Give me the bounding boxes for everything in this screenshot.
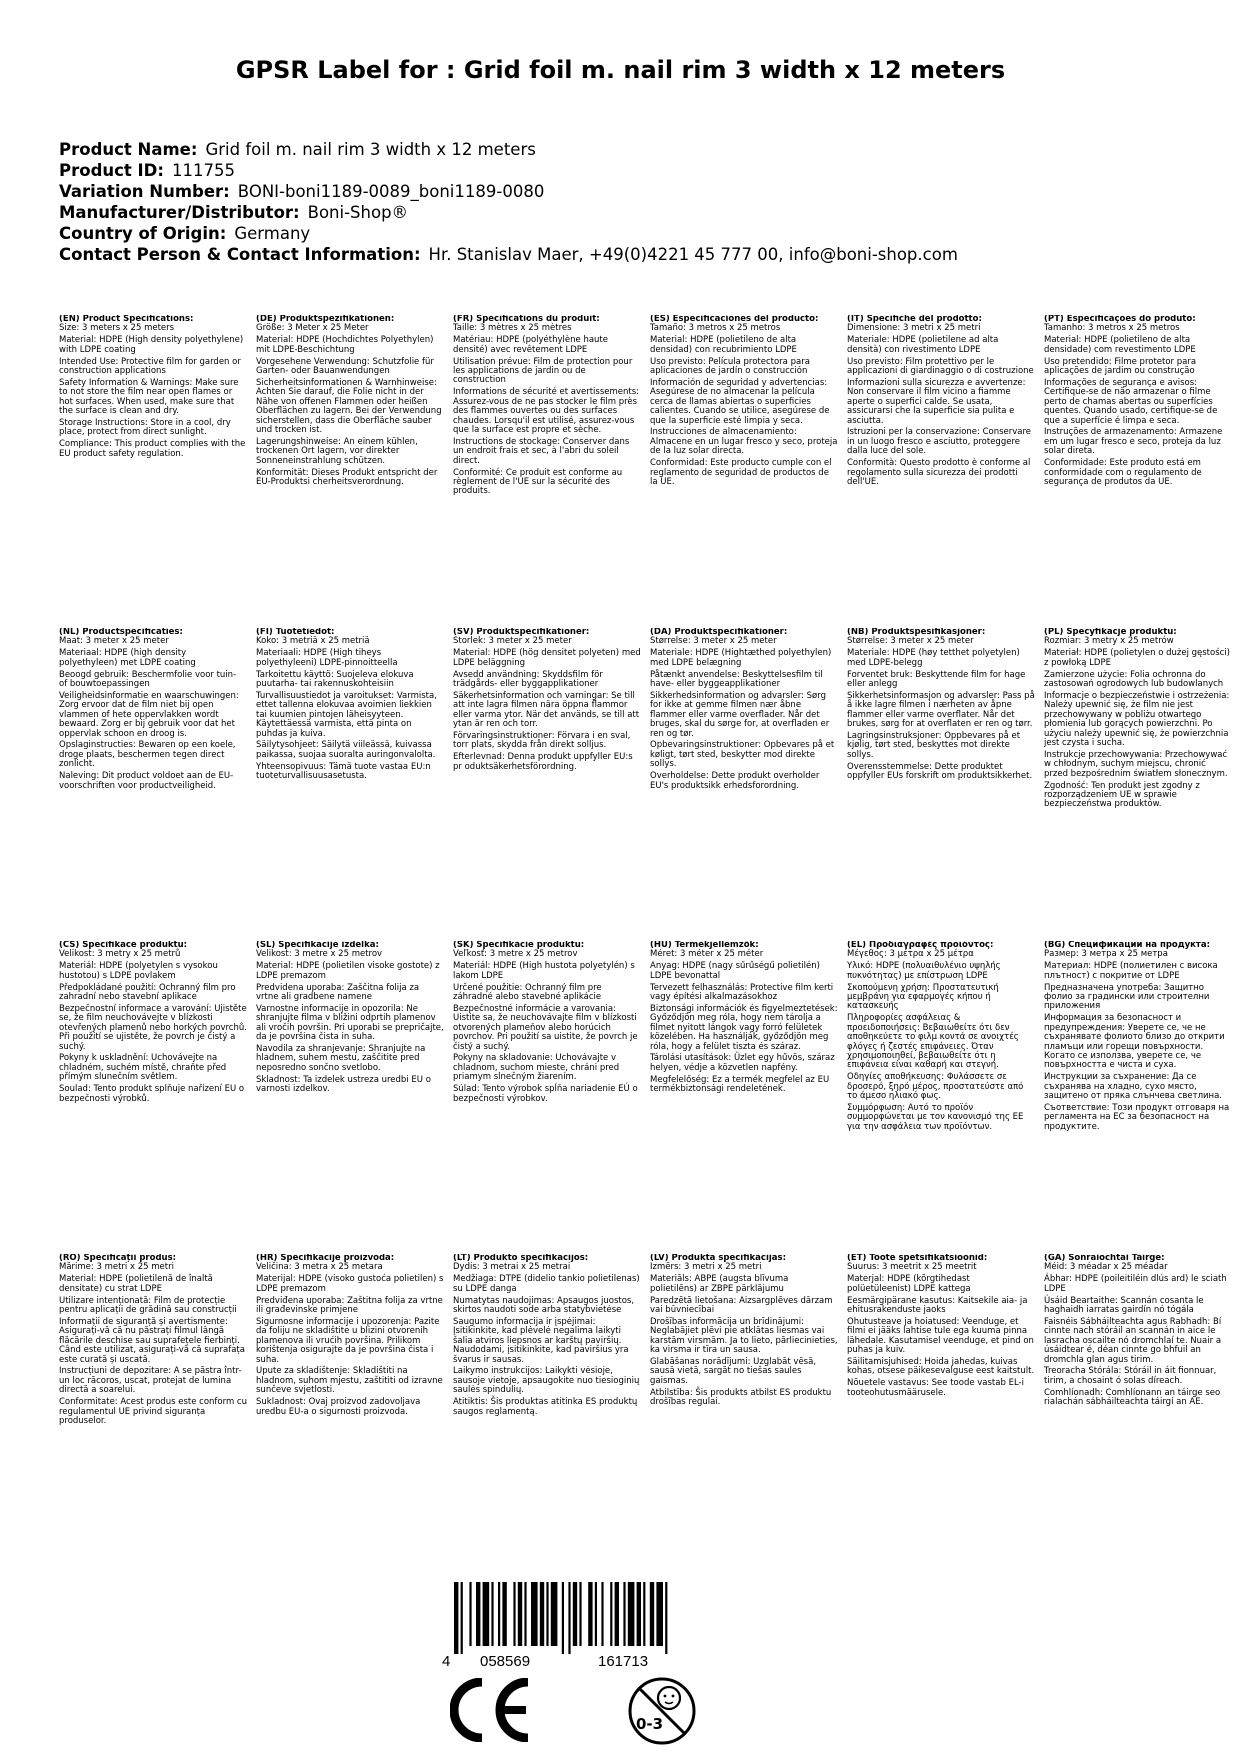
product-info-row [59, 160, 958, 181]
spec-line: Compliance: This product complies with the EU product safety regulation. [59, 439, 246, 459]
spec-line: Glabāšanas norādījumi: Uzglabāt vēsā, sausā vietā, sargāt no tiešas saules gaismas. [650, 1357, 817, 1386]
spec-block [650, 1254, 838, 1567]
spec-line: Materiał: HDPE (polietylen o dużej gęstości) z powłoką LDPE [1044, 648, 1230, 668]
product-info-value: Boni-Shop® [307, 203, 409, 222]
spec-line: Tarkoitettu käyttö: Suojeleva elokuva puutarha- tai rakennuskohteisiin [256, 669, 414, 690]
barcode-bar [595, 1582, 597, 1646]
product-info-label: Product Name: [59, 140, 198, 159]
barcode-bar [498, 1582, 500, 1646]
spec-heading: (HR) Specifikacije proizvoda: [256, 1254, 395, 1263]
product-info-row [59, 181, 958, 202]
spec-block [453, 1254, 641, 1567]
spec-line: Conformité: Ce produit est conforme au règlement de l'UE sur la sécurité des produits. [453, 467, 623, 497]
barcode-bar [551, 1582, 558, 1646]
age-warning-label: 0-3 [636, 1715, 664, 1733]
spec-line: Tamanho: 3 metros x 25 metros [1044, 323, 1180, 334]
product-info-row [59, 202, 958, 223]
spec-line: Nõuetele vastavus: See toode vastab EL-i tooteohutusmäärusele. [847, 1378, 1024, 1398]
spec-line: Säkerhetsinformation och varningar: Se till att inte lagra filmen nära öppna flammor eller varma ytor. När det används, se till att ytan är ren och torr. [453, 690, 640, 730]
spec-line: Yhteensopivuus: Tämä tuote vastaa EU:n tuoteturvallisuusasetusta. [256, 761, 431, 782]
barcode-bar [665, 1582, 667, 1654]
spec-line: Materiál: HDPE (High hustota polyetylén) s lakom LDPE [453, 961, 635, 981]
spec-line: Conformidad: Este producto cumple con el reglamento de seguridad de productos de la UE. [650, 458, 832, 487]
spec-line: Tárolási utasítások: Üzlet egy hűvös, száraz helyen, védje a közvetlen napfény. [650, 1053, 835, 1073]
barcode-bar [531, 1582, 538, 1646]
spec-block [650, 628, 838, 941]
barcode-bar [615, 1582, 619, 1646]
spec-heading: (FR) Spécifications du produit: [453, 315, 600, 324]
spec-line: Instrukcje przechowywania: Przechowywać w chłodnym, suchym miejscu, chronić przed bezpośrednim światłem słonecznym. [1044, 749, 1228, 779]
barcode-bar [483, 1582, 490, 1646]
spec-line: Materiale: HDPE (Hightæthed polyethylen) med LDPE belægning [650, 648, 832, 668]
spec-line: Veiligheidsinformatie en waarschuwingen: Zorg ervoor dat de film niet bij open vlammen of hete oppervlakken wordt bewaard. Zorg er bij gebruik voor dat het oppervlak schoon en droog is. [59, 690, 239, 739]
spec-line: Treoracha Stórála: Stóráil in áit fionnuar, tirim, a chosaint ó solas díreach. [1044, 1366, 1217, 1386]
spec-line: Informazioni sulla sicurezza e avvertenze: Non conservare il film vicino a fiamme aperte o superfici calde. Se usata, assicurarsi che la superficie sia pulita e asciutta. [847, 377, 1026, 426]
spec-line: Určené použitie: Ochranný film pre záhradné alebo stavebné aplikácie [453, 982, 602, 1003]
spec-block [256, 315, 444, 628]
barcode-bar [513, 1582, 515, 1646]
spec-heading: (ET) Toote spetsifikatsioonid: [847, 1254, 988, 1263]
spec-line: Størrelse: 3 meter x 25 meter [650, 636, 777, 647]
spec-line: Materiaali: HDPE (High tiheys polyethyleeni) LDPE-pinnoitteella [256, 648, 398, 668]
spec-heading: (LV) Produkta specifikācijas: [650, 1254, 786, 1263]
product-info-value: BONI-boni1189-0089_boni1189-0080 [237, 182, 545, 201]
product-info-row [59, 244, 958, 265]
barcode-bar [601, 1582, 603, 1646]
spec-line: Информация за безопасност и предупреждения: Уверете се, че не съхранявате фолиото близо до открити пламъци или горещи повърхности. Когато се използва, уверете се, че повърхността е чиста и суха. [1044, 1013, 1225, 1071]
spec-line: Skladnost: Ta izdelek ustreza uredbi EU o varnosti izdelkov. [256, 1074, 431, 1095]
spec-block [1044, 628, 1232, 941]
spec-line: Uso previsto: Film protettivo per le applicazioni di giardinaggio o di costruzione [847, 356, 1034, 377]
spec-line: Rozmiar: 3 metry x 25 metrów [1044, 636, 1174, 647]
spec-line: Saugumo informacija ir įspėjimai: Įsitikinkite, kad plėvelė negalima laikyti šalia atviros liepsnos ar karštų paviršių. Naudodami, įsitikinkite, kad paviršius yra švarus ir sausas. [453, 1316, 629, 1365]
spec-line: Maat: 3 meter x 25 meter [59, 636, 169, 647]
spec-line: Veličina: 3 metra x 25 metara [256, 1262, 383, 1273]
specifications-grid [59, 315, 1230, 1567]
spec-heading: (EL) Προδιαγραφές προϊόντος: [847, 941, 994, 950]
spec-line: Pokyny k uskladnění: Uchovávejte na chladném, suchém místě, chraňte před přímým slunečním světlem. [59, 1053, 227, 1083]
spec-line: Sikkerhetsinformasjon og advarsler: Pass på å ikke lagre filmen i nærheten av åpne flammer eller varme overflater. Når det brukes, sørg for at overflaten er ren og tørr. [847, 690, 1035, 730]
spec-line: Avsedd användning: Skyddsfilm för trädgårds- eller byggapplikationer [453, 669, 603, 690]
spec-line: Predvidena uporaba: Zaščitna folija za vrtne ali gradbene namene [256, 982, 420, 1003]
spec-line: Säilytysohjeet: Säilytä viileässä, kuivassa paikassa, suojaa suoralta auringonvalolta. [256, 740, 436, 760]
spec-line: Conformità: Questo prodotto è conforme al regolamento sulla sicurezza dei prodotti dell'UE. [847, 458, 1031, 487]
spec-line: Bezpečnostní informace a varování: Ujistěte se, že film neuchovávejte v blízkosti otevřených plamenů nebo horkých povrchů. Při použití se ujistěte, že povrch je čistý a suchý. [59, 1003, 247, 1052]
product-info-label: Product ID: [59, 161, 164, 180]
spec-line: Varnostne informacije in opozorila: Ne shranjujte filma v bližini odprtih plamenov ali vročih površin. Pri uporabi se prepričajte, da je površina čista in suha. [256, 1003, 444, 1043]
spec-line: Lagerungshinweise: An einem kühlen, trockenen Ort lagern, vor direkter Sonneneinstrahlung schützen. [256, 436, 418, 466]
product-info-value: Hr. Stanislav Maer, +49(0)4221 45 777 00, info@boni-shop.com [428, 245, 958, 264]
spec-block [256, 941, 444, 1254]
spec-line: Dimensione: 3 metri x 25 metri [847, 323, 981, 334]
spec-line: Materiál: HDPE (polyetylen s vysokou hustotou) s LDPE povlakem [59, 961, 218, 981]
spec-line: Biztonsági információk és figyelmeztetések: Győződjön meg róla, hogy nem tárolja a filmet nyitott lángok vagy forró felületek közelében. Ha használják, győződjön meg róla, hogy a felület tiszta és száraz. [650, 1003, 838, 1052]
spec-line: Informacje o bezpieczeństwie i ostrzeżenia: Należy upewnić się, że film nie jest przechowywany w pobliżu otwartego płomienia lub gorących powierzchni. Po użyciu należy upewnić się, że powierzchnia jest czysta i sucha. [1044, 690, 1230, 748]
spec-line: Οδηγίες αποθήκευσης: Φυλάσσετε σε δροσερό, ξηρό μέρος, προστατεύστε από το άμεσο ηλιακό φως. [847, 1072, 1024, 1102]
spec-line: Overholdelse: Dette produkt overholder EU's produktsikk erhedsforordning. [650, 771, 820, 791]
spec-line: Instrucțiuni de depozitare: A se păstra într- un loc răcoros, uscat, protejat de lumina directă a soarelui. [59, 1366, 242, 1396]
spec-line: Intended Use: Protective film for garden or construction applications [59, 356, 241, 377]
spec-heading: (SL) Specifikacije izdelka: [256, 941, 379, 950]
spec-line: Anyag: HDPE (nagy sűrűségű polietilén) LDPE bevonattal [650, 961, 820, 981]
barcode-bar [461, 1582, 463, 1654]
spec-line: Размер: 3 метра x 25 метра [1044, 949, 1168, 960]
spec-heading: (ES) Especificaciones del producto: [650, 315, 819, 324]
barcode-bar [623, 1582, 625, 1646]
ce-mark-icon [450, 1678, 535, 1742]
spec-line: Material: HDPE (polietileno de alta densidad) con recubrimiento LDPE [650, 335, 797, 355]
spec-line: Materiale: HDPE (høy tetthet polyetylen) med LDPE-belegg [847, 648, 1020, 668]
spec-line: Инструкции за съхранение: Да се съхранява на хладно, сухо място, защитено от пряка слънчева светлина. [1044, 1072, 1222, 1102]
spec-block [847, 1254, 1035, 1567]
barcode-bar [579, 1582, 581, 1646]
spec-heading: (PL) Specyfikacje produktu: [1044, 628, 1177, 637]
spec-line: Méret: 3 méter x 25 méter [650, 949, 764, 960]
spec-line: Storage Instructions: Store in a cool, dry place, protect from direct sunlight. [59, 418, 231, 438]
spec-line: Soulad: Tento produkt splňuje nařízení EU o bezpečnosti výrobků. [59, 1084, 245, 1104]
spec-line: Pokyny na skladovanie: Uchovávajte v chladnom, suchom mieste, chráni pred priamym slnečným žiarením. [453, 1053, 620, 1083]
spec-line: Συμμόρφωση: Αυτό το προϊόν συμμορφώνεται με τον κανονισμό της ΕΕ για την ασφάλεια των προϊόντων. [847, 1103, 1024, 1132]
spec-block [1044, 1254, 1232, 1567]
spec-block [256, 1254, 444, 1567]
spec-line: Materiaal: HDPE (high density polyethyleen) met LDPE coating [59, 648, 196, 668]
spec-line: Lagringsinstruksjoner: Oppbevares på et kjølig, tørt sted, beskyttes mot direkte sollys. [847, 731, 1021, 760]
spec-line: Conformitate: Acest produs este conform cu regulamentul UE privind siguranța produselor. [59, 1397, 247, 1426]
spec-line: Drošības informācija un brīdinājumi: Neglabājiet plēvi pie atklātas liesmas vai karstām virsmām. Ja to lieto, pārliecinieties, ka virsma ir tīra un sausa. [650, 1316, 838, 1356]
spec-line: Dydis: 3 metrai x 25 metrai [453, 1262, 571, 1273]
spec-line: Upute za skladištenje: Skladištiti na hladnom, suhom mjestu, zaštititi od izravne sunčeve svjetlosti. [256, 1366, 443, 1396]
product-info-row [59, 223, 958, 244]
spec-line: Paredzētā lietošana: Aizsargplēves dārzam vai būvniecībai [650, 1295, 833, 1316]
barcode [440, 1582, 710, 1668]
spec-line: Materiāls: ABPE (augsta blīvuma polietilēns) ar ZBPE pārklājumu [650, 1274, 789, 1294]
barcode-bar [588, 1582, 592, 1646]
spec-line: Úsáid Beartaithe: Scannán cosanta le haghaidh iarratas gairdín nó tógála [1044, 1295, 1204, 1316]
spec-block [59, 628, 247, 941]
spec-heading: (FI) Tuotetiedot: [256, 628, 335, 637]
spec-line: Mărime: 3 metri x 25 metri [59, 1262, 174, 1273]
spec-line: Turvallisuustiedot ja varoitukset: Varmista, ettet tallenna elokuvaa avoimien liekkien tai kuumien pintojen läheisyyteen. Käytettäessä varmista, että pinta on puhdas ja kuiva. [256, 690, 437, 739]
spec-line: Material: HDPE (polietileno de alta densidade) com revestimento LDPE [1044, 335, 1196, 355]
spec-line: Utilizare intenționată: Film de protecție pentru aplicații de grădină sau construcții [59, 1295, 237, 1316]
spec-line: Material: HDPE (polietilenă de înaltă densitate) cu strat LDPE [59, 1274, 213, 1294]
spec-line: Informații de siguranță și avertismente: Asigurați-vă că nu păstrați filmul lângă flăcările deschise sau suprafețele fierbinți. Când este utilizat, asigurați-vă că suprafața este curată și uscată. [59, 1316, 245, 1365]
spec-line: Σκοπούμενη χρήση: Προστατευτική μεμβράνη για εφαρμογές κήπου ή κατασκευής [847, 982, 999, 1012]
not-for-children-0-3-icon [627, 1676, 697, 1746]
product-info-row [59, 139, 958, 160]
spec-line: Zamierzone użycie: Folia ochronna do zastosowań ogrodowych lub budowlanych [1044, 669, 1224, 690]
spec-line: Μέγεθος: 3 μέτρα x 25 μέτρα [847, 949, 974, 960]
spec-line: Eesmärgipärane kasutus: Kaitsekile aia- ja ehitusrakenduste jaoks [847, 1295, 1028, 1316]
spec-line: Instructions de stockage: Conserver dans un endroit frais et sec, à l'abri du soleil direct. [453, 436, 630, 466]
spec-line: Material: HDPE (High density polyethylene) with LDPE coating [59, 335, 244, 355]
spec-line: Uso pretendido: Filme protetor para aplicações de jardim ou construção [1044, 356, 1197, 377]
spec-line: Navodila za shranjevanje: Shranjujte na hladnem, suhem mestu, zaščitite pred neposredno sončno svetlobo. [256, 1044, 426, 1073]
spec-block [650, 941, 838, 1254]
spec-heading: (GA) Sonraíochtaí Táirge: [1044, 1254, 1165, 1263]
spec-line: Størrelse: 3 meter x 25 meter [847, 636, 974, 647]
barcode-digits-middle: 058569 [480, 1653, 531, 1668]
spec-block [847, 315, 1035, 628]
spec-line: Materiale: HDPE (polietilene ad alta densità) con rivestimento LDPE [847, 335, 999, 355]
spec-line: Izmērs: 3 metri x 25 metri [650, 1262, 762, 1273]
spec-block [59, 1254, 247, 1567]
barcode-bar [454, 1582, 458, 1654]
spec-line: Material: HDPE (Hochdichtes Polyethylen) mit LDPE-Beschichtung [256, 335, 434, 355]
spec-line: Opslaginstructies: Bewaren op een koele, droge plaats, beschermen tegen direct zonlicht. [59, 740, 236, 770]
spec-line: Veľkosť: 3 metre x 25 metrov [453, 949, 578, 960]
barcode-bar [540, 1582, 544, 1646]
spec-block [59, 941, 247, 1254]
spec-line: Sicherheitsinformationen & Warnhinweise: Achten Sie darauf, die Folie nicht in der Nähe von offenen Flammen oder heißen Oberflächen zu lagern. Bei der Verwendung sicherstellen, dass die Oberfläche sauber und trocken ist. [256, 377, 442, 435]
barcode-digits-right: 161713 [598, 1653, 649, 1668]
barcode-bar [502, 1582, 506, 1646]
spec-line: Instruções de armazenamento: Armazene em um lugar fresco e seco, proteja da luz solar direta. [1044, 427, 1223, 457]
barcode-bar [637, 1582, 641, 1646]
spec-line: Ábhar: HDPE (poileitiléin dlús ard) le sciath LDPE [1044, 1274, 1227, 1294]
product-info-value: Grid foil m. nail rim 3 width x 12 meters [205, 140, 536, 159]
spec-line: Материал: HDPE (полиетилен с висока плътност) с покритие от LDPE [1044, 961, 1218, 981]
barcode-bar [610, 1582, 612, 1646]
barcode-bar [476, 1582, 480, 1646]
spec-line: Velikost: 3 metry x 25 metrů [59, 949, 181, 960]
spec-line: Sukladnost: Ovaj proizvod zadovoljava uredbu EU-a o sigurnosti proizvoda. [256, 1397, 421, 1417]
spec-line: Informações de segurança e avisos: Certifique-se de não armazenar o filme perto de chamas abertas ou superfícies quentes. Quando usado, certifique-se de que a superfície é limpa e seca. [1044, 377, 1218, 426]
barcode-bar [628, 1582, 635, 1646]
spec-line: Comhlíonadh: Comhlíonann an táirge seo rialachán sábháilteachta táirgí an AE. [1044, 1387, 1221, 1408]
spec-line: Größe: 3 Meter x 25 Meter [256, 323, 369, 334]
spec-block [1044, 941, 1232, 1254]
spec-line: Předpokládané použití: Ochranný film pro zahradní nebo stavební aplikace [59, 982, 236, 1003]
spec-line: Información de seguridad y advertencias: Asegúrese de no almacenar la película cerca de llamas abiertas o superficies calientes. Cuando se utilice, asegúrese de que la superficie esté limpia y seca. [650, 377, 830, 426]
spec-line: Istruzioni per la conservazione: Conservare in un luogo fresco e asciutto, proteggere dalla luce del sole. [847, 427, 1032, 457]
barcode-bar [650, 1582, 654, 1646]
spec-line: Safety Information & Warnings: Make sure to not store the film near open flames or hot surfaces. When used, make sure that the surface is clean and dry. [59, 377, 239, 417]
spec-line: Súlad: Tento výrobok spĺňa nariadenie EÚ o bezpečnosti výrobkov. [453, 1084, 638, 1104]
spec-heading: (NL) Productspecificaties: [59, 628, 183, 637]
spec-block [453, 628, 641, 941]
spec-line: Predviđena uporaba: Zaštitna folija za vrtne ili građevinske primjene [256, 1295, 443, 1316]
product-info [59, 139, 958, 265]
spec-block [650, 315, 838, 628]
spec-line: Предназначена употреба: Защитно фолио за градински или строителни приложения [1044, 982, 1210, 1012]
spec-line: Numatytas naudojimas: Apsaugos juostos, skirtos naudoti sode arba statybvietėse [453, 1295, 635, 1316]
product-info-value: Germany [234, 224, 311, 243]
spec-line: Konformität: Dieses Produkt entspricht der EU-Produktsi cherheitsverordnung. [256, 467, 438, 487]
spec-line: Material: HDPE (hög densitet polyeten) med LDPE beläggning [453, 648, 641, 668]
spec-line: Suurus: 3 meetrit x 25 meetrit [847, 1262, 977, 1273]
spec-heading: (IT) Specifiche del prodotto: [847, 315, 982, 324]
spec-line: Velikost: 3 metre x 25 metrov [256, 949, 383, 960]
spec-heading: (DE) Produktspezifikationen: [256, 315, 395, 324]
spec-line: Koko: 3 metriä x 25 metriä [256, 636, 370, 647]
spec-line: Naleving: Dit product voldoet aan de EU-voorschriften voor productveiligheid. [59, 771, 234, 791]
spec-line: Conformidade: Este produto está em conformidade com o regulamento de segurança de produtos da UE. [1044, 458, 1202, 487]
spec-line: Zgodność: Ten produkt jest zgodny z rozporządzeniem UE w sprawie bezpieczeństwa produktów. [1044, 780, 1200, 810]
spec-line: Tervezett felhasználás: Protective film kerti vagy építési alkalmazásokhoz [650, 982, 834, 1003]
spec-block [847, 628, 1035, 941]
spec-line: Efterlevnad: Denna produkt uppfyller EU:s pr oduktsäkerhetsförordning. [453, 752, 633, 772]
spec-line: Opbevaringsinstruktioner: Opbevares på et køligt, tørt sted, beskytter mod direkte sollys. [650, 740, 835, 770]
spec-heading: (BG) Спецификации на продукта: [1044, 941, 1210, 950]
spec-line: Atbilstība: Šis produkts atbilst ES produktu drošības regulai. [650, 1387, 832, 1408]
product-info-label: Manufacturer/Distributor: [59, 203, 300, 222]
barcode-bar [573, 1582, 577, 1646]
spec-line: Tamaño: 3 metros x 25 metros [650, 323, 781, 334]
spec-line: Πληροφορίες ασφάλειας & προειδοποιήσεις: Βεβαιωθείτε ότι δεν αποθηκεύετε το φιλμ κοντά σε ανοιχτές φλόγες ή ζεστές επιφάνειες. Όταν χρησιμοποιηθεί, βεβαιωθείτε ότι η επιφάνεια είναι καθαρή και στεγνή. [847, 1013, 1019, 1071]
spec-line: Matériau: HDPE (polyéthylène haute densité) avec revêtement LDPE [453, 335, 608, 355]
spec-heading: (LT) Produkto specifikacijos: [453, 1254, 589, 1263]
barcode-bar [546, 1582, 548, 1646]
spec-line: Съответствие: Този продукт отговаря на регламента на ЕС за безопасност на продуктите. [1044, 1103, 1230, 1132]
spec-heading: (SK) Špecifikácie produktu: [453, 941, 585, 950]
barcode-digit-left: 4 [442, 1653, 451, 1668]
spec-heading: (CS) Specifikace produktu: [59, 941, 188, 950]
spec-line: Méid: 3 méadar x 25 méadar [1044, 1262, 1168, 1273]
barcode-bar [469, 1582, 471, 1646]
spec-line: Megfelelőség: Ez a termék megfelel az EU termékbiztonsági rendeletének. [650, 1074, 830, 1095]
product-info-label: Variation Number: [59, 182, 230, 201]
spec-heading: (PT) Especificações do produto: [1044, 315, 1196, 324]
spec-line: Säilitamisjuhised: Hoida jahedas, kuivas kohas, otsese päikesevalguse eest kaitstult. [847, 1357, 1035, 1377]
product-info-label: Contact Person & Contact Information: [59, 245, 421, 264]
spec-line: Sikkerhedsinformation og advarsler: Sørg for ikke at gemme filmen nær åbne flammer eller varme overflader. Når det bruges, skal du sørge for, at overfladen er ren og tør. [650, 690, 830, 739]
barcode-bar [656, 1582, 663, 1646]
spec-line: Atitiktis: Šis produktas atitinka ES produktų saugos reglamentą. [453, 1397, 638, 1417]
spec-heading: (EN) Product Specifications: [59, 315, 194, 324]
spec-line: Utilisation prévue: Film de protection pour les applications de jardin ou de construction [453, 356, 633, 386]
spec-line: Taille: 3 mètres x 25 mètres [453, 323, 572, 334]
product-info-label: Country of Origin: [59, 224, 227, 243]
barcode-bar [491, 1582, 493, 1646]
spec-block [847, 941, 1035, 1254]
spec-line: Υλικό: HDPE (πολυαιθυλένιο υψηλής πυκνότητας) με επίστρωση LDPE [847, 961, 1001, 981]
spec-line: Storlek: 3 meter x 25 meter [453, 636, 572, 647]
spec-line: Overensstemmelse: Dette produktet oppfyller EUs forskrift om produktsikkerhet. [847, 761, 1033, 782]
spec-heading: (SV) Produktspecifikationer: [453, 628, 590, 637]
spec-line: Ohutusteave ja hoiatused: Veenduge, et filmi ei jääks lahtise tule ega kuuma pinna lähedale. Kasutamisel veenduge, et pind on puhas ja kuiv. [847, 1316, 1034, 1356]
spec-block [453, 315, 641, 628]
barcode-bar [562, 1582, 564, 1654]
spec-line: Medžiaga: DTPE (didelio tankio polietilenas) su LDPE danga [453, 1274, 640, 1294]
spec-line: Size: 3 meters x 25 meters [59, 323, 175, 334]
spec-line: Forventet bruk: Beskyttende film for hage eller anlegg [847, 669, 1026, 690]
product-info-value: 111755 [171, 161, 235, 180]
spec-line: Sigurnosne informacije i upozorenja: Pazite da foliju ne skladištite u blizini otvorenih plamenova ili vrućih površina. Prilikom korištenja osigurajte da je površina čista i suha. [256, 1316, 440, 1365]
barcode-bar [524, 1582, 526, 1646]
spec-line: Instrucciones de almacenamiento: Almacene en un lugar fresco y seco, proteja de la luz solar directa. [650, 427, 838, 457]
barcode-bar [643, 1582, 645, 1646]
spec-heading: (NB) Produktspesifikasjoner: [847, 628, 986, 637]
spec-line: Materijal: HDPE (visoko gustoća polietilen) s LDPE premazom [256, 1274, 444, 1294]
spec-block [256, 628, 444, 941]
spec-line: Uso previsto: Película protectora para aplicaciones de jardín o construcción [650, 356, 810, 377]
page-title: GPSR Label for : Grid foil m. nail rim 3 width x 12 meters [235, 56, 1006, 84]
spec-heading: (RO) Specificații produs: [59, 1254, 177, 1263]
spec-heading: (DA) Produktspecifikationer: [650, 628, 788, 637]
spec-line: Faisnéis Sábháilteachta agus Rabhadh: Bí cinnte nach stóráil an scannán in aice le lasracha oscailte nó dromchlaí te. Nuair a úsáidtear é, déan cinnte go bhfuil an dromchla glan agus tirim. [1044, 1316, 1222, 1365]
spec-block [59, 315, 247, 628]
spec-line: Beoogd gebruik: Beschermfolie voor tuin- of bouwtoepassingen [59, 669, 237, 690]
barcode-bar [568, 1582, 570, 1654]
spec-line: Informations de sécurité et avertissements: Assurez-vous de ne pas stocker le film près des flammes ouvertes ou des surfaces chaudes. Lorsqu'il est utilisé, assurez-vous que la surface est propre et sèche. [453, 387, 640, 435]
spec-block [1044, 315, 1232, 628]
spec-line: Material: HDPE (polietilen visoke gostote) z LDPE premazom [256, 961, 440, 981]
spec-line: Förvaringsinstruktioner: Förvara i en sval, torr plats, skydda från direkt solljus. [453, 731, 631, 751]
spec-block [453, 941, 641, 1254]
barcode-bar [518, 1582, 522, 1646]
spec-heading: (HU) Termékjellemzők: [650, 941, 759, 950]
spec-line: Påtænkt anvendelse: Beskyttelsesfilm til have- eller byggeapplikationer [650, 669, 823, 690]
spec-line: Bezpečnostné informácie a varovania: Uistite sa, že neuchovávajte film v blízkosti otvorených plameňov alebo horúcich povrchov. Pri použití sa uistite, že povrch je čistý a suchý. [453, 1003, 638, 1052]
spec-line: Vorgesehene Verwendung: Schutzfolie für Garten- oder Bauanwendungen [256, 356, 434, 377]
spec-line: Laikymo instrukcijos: Laikykti vėsioje, sausoje vietoje, apsaugokite nuo tiesioginių saulės spindulių. [453, 1366, 640, 1396]
spec-line: Materjal: HDPE (kõrgtihedast polüetüleenist) LDPE kattega [847, 1274, 971, 1294]
